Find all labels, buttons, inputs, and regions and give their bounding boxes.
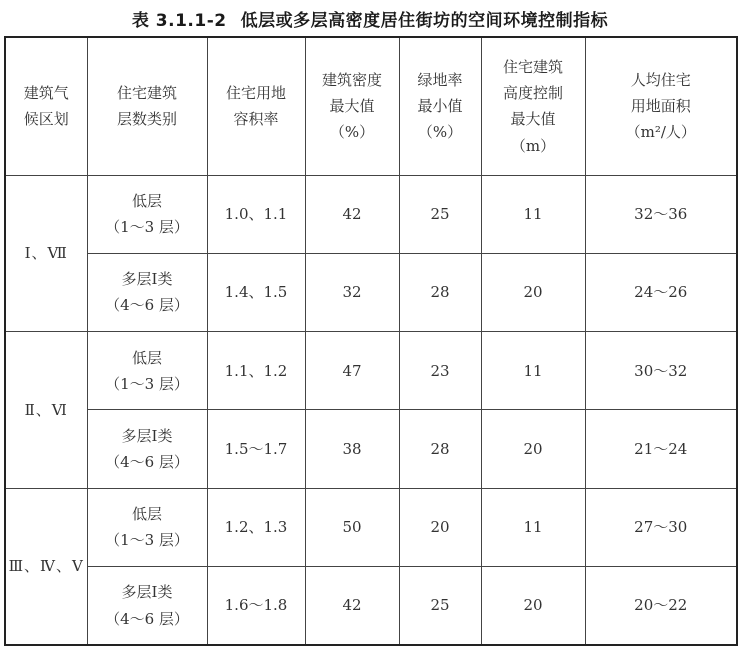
far-cell: 1.4、1.5: [207, 253, 305, 331]
table-title-text: 低层或多层高密度居住街坊的空间环境控制指标: [240, 11, 609, 31]
height-cell: 11: [481, 488, 585, 566]
area-cell: 30～32: [585, 332, 737, 410]
density-cell: 42: [305, 175, 399, 253]
storey-type-cell: 低层 （1～3 层）: [87, 175, 207, 253]
far-cell: 1.2、1.3: [207, 488, 305, 566]
green-ratio-cell: 28: [399, 253, 481, 331]
area-cell: 27～30: [585, 488, 737, 566]
table-row: [5, 253, 737, 331]
height-cell: 20: [481, 410, 585, 488]
density-cell: 50: [305, 488, 399, 566]
far-cell: 1.1、1.2: [207, 332, 305, 410]
climate-zone-cell: Ⅱ、Ⅵ: [5, 332, 87, 489]
green-ratio-cell: 20: [399, 488, 481, 566]
table-row: [5, 332, 737, 410]
height-cell: 11: [481, 175, 585, 253]
far-cell: 1.6～1.8: [207, 567, 305, 645]
header-min-green-ratio: 绿地率 最小值 （%）: [399, 37, 481, 175]
table-title: [0, 6, 740, 31]
far-cell: 1.5～1.7: [207, 410, 305, 488]
header-land-area-per-person: 人均住宅 用地面积 （m²/人）: [585, 37, 737, 175]
green-ratio-cell: 25: [399, 567, 481, 645]
area-cell: 32～36: [585, 175, 737, 253]
area-cell: 21～24: [585, 410, 737, 488]
table-row: [5, 175, 737, 253]
climate-zone-cell: Ⅲ、Ⅳ、Ⅴ: [5, 488, 87, 645]
green-ratio-cell: 25: [399, 175, 481, 253]
density-cell: 32: [305, 253, 399, 331]
far-cell: 1.0、1.1: [207, 175, 305, 253]
green-ratio-cell: 23: [399, 332, 481, 410]
storey-type-cell: 低层 （1～3 层）: [87, 488, 207, 566]
table-number: 表 3.1.1-2: [131, 11, 227, 31]
header-floor-area-ratio: 住宅用地 容积率: [207, 37, 305, 175]
header-building-storey-type: 住宅建筑 层数类别: [87, 37, 207, 175]
table-row: [5, 410, 737, 488]
climate-zone-cell: Ⅰ、Ⅶ: [5, 175, 87, 332]
density-cell: 47: [305, 332, 399, 410]
density-cell: 42: [305, 567, 399, 645]
height-cell: 20: [481, 567, 585, 645]
height-cell: 20: [481, 253, 585, 331]
table-row: [5, 488, 737, 566]
storey-type-cell: 多层Ⅰ类 （4～6 层）: [87, 410, 207, 488]
storey-type-cell: 多层Ⅰ类 （4～6 层）: [87, 567, 207, 645]
header-climate-zone: 建筑气 候区划: [5, 37, 87, 175]
density-cell: 38: [305, 410, 399, 488]
table-row: [5, 567, 737, 645]
storey-type-cell: 低层 （1～3 层）: [87, 332, 207, 410]
green-ratio-cell: 28: [399, 410, 481, 488]
area-cell: 24～26: [585, 253, 737, 331]
header-max-building-density: 建筑密度 最大值 （%）: [305, 37, 399, 175]
area-cell: 20～22: [585, 567, 737, 645]
height-cell: 11: [481, 332, 585, 410]
control-indicators-table: [4, 36, 738, 646]
header-row: [5, 37, 737, 175]
storey-type-cell: 多层Ⅰ类 （4～6 层）: [87, 253, 207, 331]
header-max-building-height: 住宅建筑 高度控制 最大值 （m）: [481, 37, 585, 175]
